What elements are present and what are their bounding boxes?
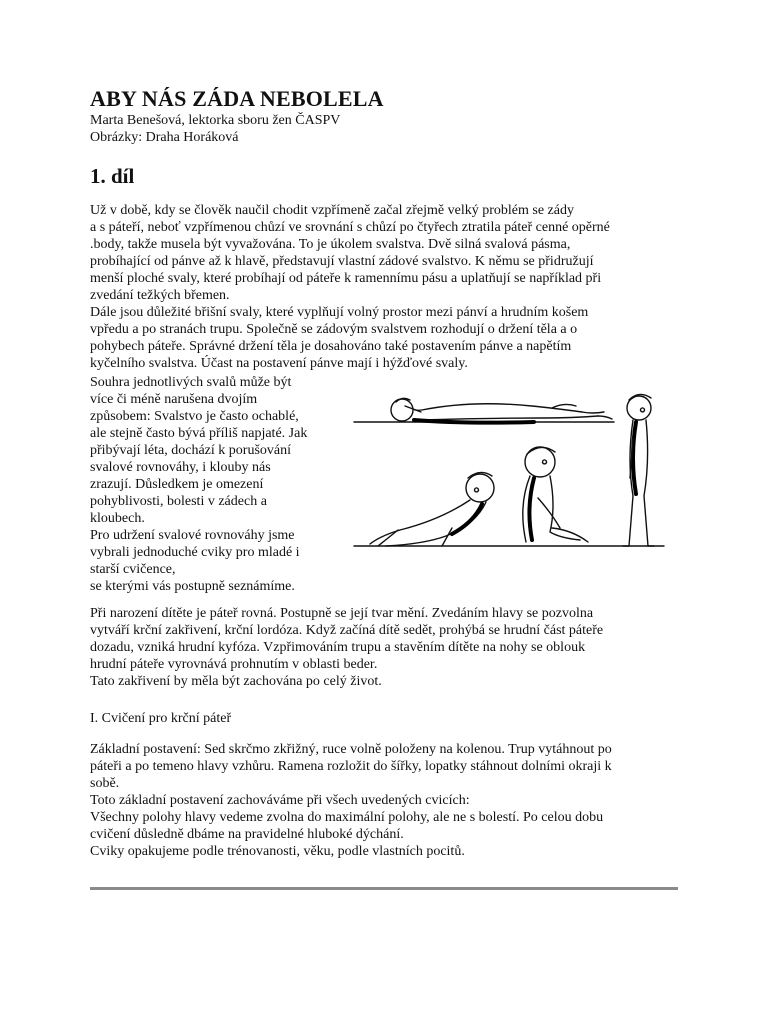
text-line: Pro udržení svalové rovnováhy jsme bbox=[90, 528, 295, 543]
exercise-paragraph bbox=[90, 741, 680, 860]
text-line: vybrali jednoduché cviky pro mladé i bbox=[90, 545, 300, 560]
text-line: probíhající od pánve až k hlavě, představují vlastní zádové svalstvo. K němu se přidružují bbox=[90, 254, 594, 269]
text-line: Při narození dítěte je páteř rovná. Postupně se její tvar mění. Zvedáním hlavy se pozvolna bbox=[90, 606, 594, 621]
text-line: ale stejně často bývá příliš napjaté. Jak bbox=[90, 426, 308, 441]
text-line: hrudní páteře vyrovnává prohnutím v oblasti beder. bbox=[90, 657, 378, 672]
lying-baby-figure bbox=[354, 398, 614, 422]
text-line: Dále jsou důležité břišní svaly, které vyplňují volný prostor mezi pánví a hrudním košem bbox=[90, 305, 589, 320]
byline bbox=[90, 112, 340, 146]
text-line: starší cvičence, bbox=[90, 562, 176, 577]
text-line: Základní postavení: Sed skrčmo zkřižný, ruce volně položeny na kolenou. Trup vytáhnout po bbox=[90, 742, 612, 757]
text-line: Všechny polohy hlavy vedeme zvolna do maximální polohy, ale ne s bolestí. Po celou dobu bbox=[90, 810, 604, 825]
text-line: zvedání težkých břemen. bbox=[90, 288, 230, 303]
illustration-svg bbox=[352, 378, 676, 578]
standing-child-figure bbox=[623, 394, 654, 546]
text-line: páteři a po temeno hlavy vzhůru. Ramena rozložit do šířky, lopatky stáhnout dolními okraji k bbox=[90, 759, 612, 774]
document-title: ABY NÁS ZÁDA NEBOLELA bbox=[90, 86, 384, 111]
illustrator-line: Obrázky: Draha Horáková bbox=[90, 130, 239, 145]
text-line: pohybech páteře. Správné držení těla je dosahováno také postavením pánve a napětím bbox=[90, 339, 572, 354]
text-line: způsobem: Svalstvo je často ochablé, bbox=[90, 409, 299, 424]
text-line: kyčelního svalstva. Účast na postavení pánve mají i hýžďové svaly. bbox=[90, 356, 468, 371]
author-line: Marta Benešová, lektorka sboru žen ČASPV bbox=[90, 113, 341, 128]
text-line: a s páteří, neboť vzpřímenou chůzí ve srovnání s chůzí po čtyřech ztratila páteř cenné opěrné bbox=[90, 220, 610, 235]
text-line: Tato zakřivení by měla být zachována po celý život. bbox=[90, 674, 382, 689]
bottom-divider bbox=[90, 887, 678, 890]
text-line: se kterými vás postupně seznámíme. bbox=[90, 579, 295, 594]
text-line: Toto základní postavení zachováváme při všech uvedených cvicích: bbox=[90, 793, 470, 808]
section-heading: I. Cvičení pro krční páteř bbox=[90, 711, 232, 726]
text-line: Cviky opakujeme podle trénovanosti, věku, podle vlastních pocitů. bbox=[90, 844, 465, 859]
spine-development-illustration bbox=[352, 378, 676, 578]
development-paragraph bbox=[90, 605, 680, 690]
text-line: pohyblivosti, bolesti v zádech a bbox=[90, 494, 267, 509]
text-line: vytváří krční zakřivení, krční lordóza. Když začíná dítě sedět, prohýbá se hrudní část páteře bbox=[90, 623, 604, 638]
text-line: zrazují. Důsledkem je omezení bbox=[90, 477, 264, 492]
text-line: menší ploché svaly, které probíhají od páteře k ramennímu pásu a uplatňují se například při bbox=[90, 271, 602, 286]
text-line: kloubech. bbox=[90, 511, 145, 526]
text-line: sobě. bbox=[90, 776, 120, 791]
text-line: dozadu, vzniká hrudní kyfóza. Vzpřimováním trupu a stavěním dítěte na nohy se oblouk bbox=[90, 640, 586, 655]
text-line: vpředu a po stranách trupu. Společně se zádovým svalstvem rozhodují o držení těla a o bbox=[90, 322, 578, 337]
text-line: .body, takže musela být vyvažována. To je úkolem svalstva. Dvě silná svalová pásma, bbox=[90, 237, 571, 252]
text-line: přibývají léta, dochází k porušování bbox=[90, 443, 291, 458]
text-line: Už v době, kdy se člověk naučil chodit vzpřímeně začal zřejmě velký problém se zády bbox=[90, 203, 574, 218]
sitting-child-figure bbox=[523, 447, 588, 542]
part-heading: 1. díl bbox=[90, 164, 135, 188]
crawling-baby-figure bbox=[354, 472, 664, 546]
text-line: více či méně narušena dvojím bbox=[90, 392, 258, 407]
text-line: Souhra jednotlivých svalů může být bbox=[90, 375, 292, 390]
intro-paragraph bbox=[90, 202, 680, 372]
text-line: svalové rovnováhy, i klouby nás bbox=[90, 460, 271, 475]
text-line: cvičení důsledně dbáme na pravidelné hluboké dýchání. bbox=[90, 827, 404, 842]
side-paragraph bbox=[90, 374, 350, 595]
